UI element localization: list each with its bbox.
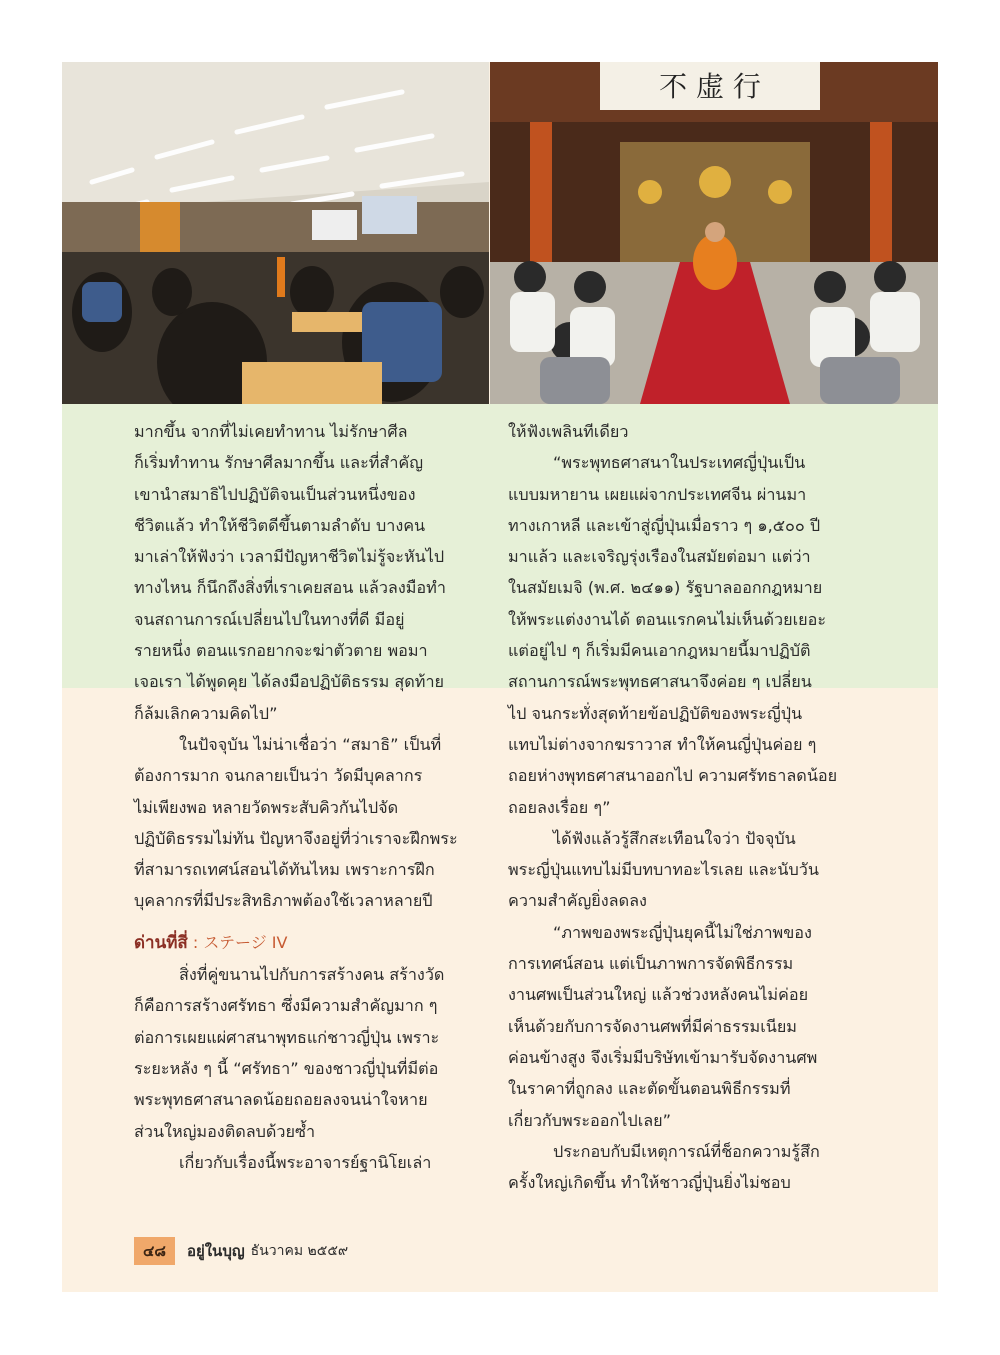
text-line: ปฏิบัติธรรมไม่ทัน ปัญหาจึงอยู่ที่ว่าเราจะฝึกพระ <box>134 828 458 848</box>
text-line: ก็ล้มเลิกความคิดไป” <box>134 703 278 723</box>
text-line: เขานำสมาธิไปปฏิบัติจนเป็นส่วนหนึ่งของ <box>134 484 416 504</box>
text-line: “ภาพของพระญี่ปุ่นยุคนี้ไม่ใช่ภาพของ <box>553 922 812 942</box>
text-line: พระญี่ปุ่นแทบไม่มีบทบาทอะไรเลย และนับวัน <box>508 860 819 880</box>
text-line: สถานการณ์พระพุทธศาสนาจึงค่อย ๆ เปลี่ยน <box>508 672 812 692</box>
text-line: ทางเกาหลี และเข้าสู่ญี่ปุ่นเมื่อราว ๆ ๑,๕๐๐ ปี <box>508 515 821 535</box>
text-line: ก็เริ่มทำทาน รักษาศีลมากขึ้น และที่สำคัญ <box>134 453 424 473</box>
text-line: เจอเรา ได้พูดคุย ได้ลงมือปฏิบัติธรรม สุดท้าย <box>134 672 445 692</box>
text-line: ชีวิตแล้ว ทำให้ชีวิตดีขึ้นตามลำดับ บางคน <box>134 515 426 535</box>
lecture-hall-illustration <box>62 62 489 404</box>
section-heading-main: ด่านที่สี่ <box>134 932 188 953</box>
section-heading-sub: : ステージ IV <box>187 932 288 952</box>
text-line: ระยะหลัง ๆ นี้ “ศรัทธา” ของชาวญี่ปุ่นที่มีต่อ <box>134 1058 439 1078</box>
text-line: แบบมหายาน เผยแผ่จากประเทศจีน ผ่านมา <box>508 484 807 504</box>
text-line: ทางไหน ก็นึกถึงสิ่งที่เราเคยสอน แล้วลงมือทำ <box>134 578 446 598</box>
text-line: ครั้งใหญ่เกิดขึ้น ทำให้ชาวญี่ปุ่นยิ่งไม่ชอบ <box>508 1173 791 1193</box>
text-line: แต่อยู่ไป ๆ ก็เริ่มมีคนเอากฎหมายนี้มาปฏิบัติ <box>508 641 811 661</box>
text-line: ได้ฟังแล้วรู้สึกสะเทือนใจว่า ปัจจุบัน <box>553 828 796 848</box>
text-line: เกี่ยวกับพระออกไปเลย” <box>508 1110 672 1130</box>
left-paragraph-block <box>134 416 474 917</box>
temple-hall-photo <box>490 62 938 404</box>
text-line: ให้พระแต่งงานได้ ตอนแรกคนไม่เห็นด้วยเยอะ <box>508 609 827 629</box>
text-line: มากขึ้น จากที่ไม่เคยทำทาน ไม่รักษาศีล <box>134 422 408 441</box>
text-line: เห็นด้วยกับการจัดงานศพที่มีค่าธรรมเนียม <box>508 1016 797 1036</box>
right-paragraph-block <box>508 416 844 1198</box>
text-line: ในสมัยเมจิ (พ.ศ. ๒๔๑๑) รัฐบาลออกกฎหมาย <box>508 578 823 598</box>
text-line: ความสำคัญยิ่งลดลง <box>508 891 647 911</box>
text-line: พระพุทธศาสนาลดน้อยถอยลงจนน่าใจหาย <box>134 1090 428 1110</box>
magazine-title: อยู่ในบุญ <box>186 1242 245 1260</box>
text-line: ถอยลงเรื่อย ๆ” <box>508 797 611 817</box>
text-line: ในปัจจุบัน ไม่น่าเชื่อว่า “สมาธิ” เป็นที่ <box>179 734 442 754</box>
section-heading <box>134 927 474 959</box>
text-line: ค่อนข้างสูง จึงเริ่มมีบริษัทเข้ามารับจัดงานศพ <box>508 1047 818 1067</box>
text-line: ที่สามารถเทศน์สอนได้ทันไหม เพราะการฝึก <box>134 860 435 880</box>
issue-date: ธันวาคม ๒๕๕๙ <box>250 1243 349 1259</box>
text-line: ก็คือการสร้างศรัทธา ซึ่งมีความสำคัญมาก ๆ <box>134 996 438 1016</box>
lecture-hall-photo <box>62 62 489 404</box>
text-line: บุคลากรที่มีประสิทธิภาพต้องใช้เวลาหลายปี <box>134 891 433 911</box>
magazine-page <box>62 62 938 1292</box>
page-number: ๔๘ <box>134 1237 175 1265</box>
text-line: รายหนึ่ง ตอนแรกอยากจะฆ่าตัวตาย พอมา <box>134 641 428 661</box>
text-line: “พระพุทธศาสนาในประเทศญี่ปุ่นเป็น <box>553 453 806 473</box>
page-footer <box>134 1238 348 1264</box>
temple-hall-illustration <box>490 62 938 404</box>
text-line: ไม่เพียงพอ หลายวัดพระสับคิวกันไปจัด <box>134 797 399 817</box>
text-line: ต้องการมาก จนกลายเป็นว่า วัดมีบุคลากร <box>134 766 423 786</box>
text-line: มาแล้ว และเจริญรุ่งเรืองในสมัยต่อมา แต่ว่า <box>508 547 811 567</box>
text-line: ถอยห่างพุทธศาสนาออกไป ความศรัทธาลดน้อย <box>508 766 838 786</box>
left-text-column <box>134 416 474 1178</box>
text-line: แทบไม่ต่างจากฆราวาส ทำให้คนญี่ปุ่นค่อย ๆ <box>508 734 817 754</box>
text-line: ให้ฟังเพลินทีเดียว <box>508 422 629 441</box>
text-line: จนสถานการณ์เปลี่ยนไปในทางที่ดี มีอยู่ <box>134 609 405 629</box>
text-line: ส่วนใหญ่มองติดลบด้วยซ้ำ <box>134 1121 316 1141</box>
left-paragraph-block-after <box>134 959 474 1178</box>
text-line: ต่อการเผยแผ่ศาสนาพุทธแก่ชาวญี่ปุ่น เพราะ <box>134 1027 440 1047</box>
text-line: สิ่งที่คู่ขนานไปกับการสร้างคน สร้างวัด <box>179 965 445 985</box>
text-line: ประกอบกับมีเหตุการณ์ที่ช็อกความรู้สึก <box>553 1141 820 1161</box>
text-line: ในราคาที่ถูกลง และตัดขั้นตอนพิธีกรรมที่ <box>508 1079 791 1099</box>
text-line: เกี่ยวกับเรื่องนี้พระอาจารย์ฐานิโยเล่า <box>179 1152 432 1172</box>
text-line: มาเล่าให้ฟังว่า เวลามีปัญหาชีวิตไม่รู้จะหันไป <box>134 547 445 567</box>
text-line: ไป จนกระทั่งสุดท้ายข้อปฏิบัติของพระญี่ปุ่น <box>508 703 803 723</box>
right-text-column <box>508 416 844 1198</box>
temple-sign-text: 不 虚 行 <box>659 70 761 103</box>
text-line: งานศพเป็นส่วนใหญ่ แล้วช่วงหลังคนไม่ค่อย <box>508 985 809 1005</box>
text-line: การเทศน์สอน แต่เป็นภาพการจัดพิธีกรรม <box>508 954 794 974</box>
